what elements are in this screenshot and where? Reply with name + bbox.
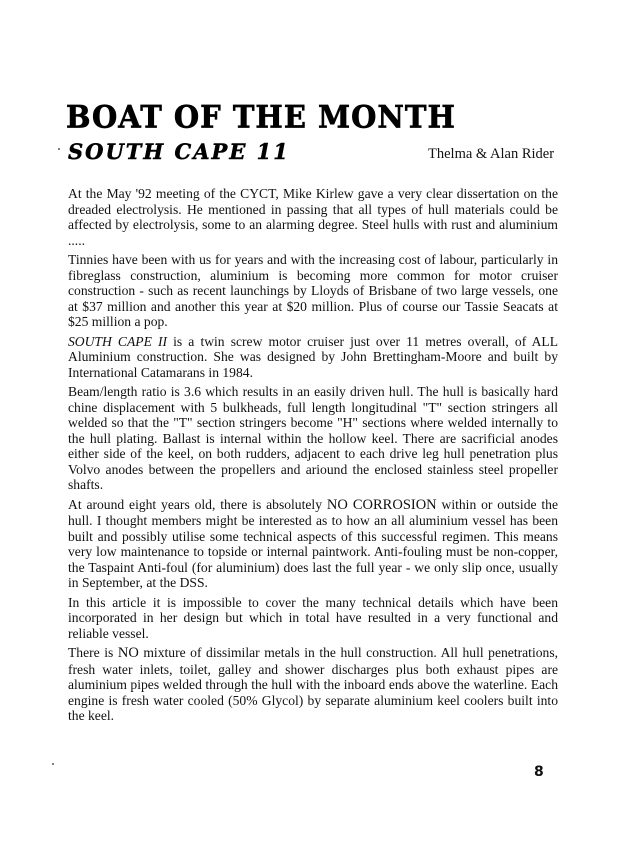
paragraph-1: At the May '92 meeting of the CYCT, Mike Kirlew gave a very clear dissertation on the dreaded electrolysis. He mentioned in passing that all types of hull materials could be affected by electrolysis, some to an alarming degree. Steel hulls with rust and aluminium ..... <box>68 186 558 248</box>
scan-speck <box>52 763 54 765</box>
boat-name-subtitle: SOUTH CAPE 11 <box>68 139 290 164</box>
author-byline: Thelma & Alan Rider <box>428 146 555 162</box>
article-body <box>68 186 558 728</box>
page-number: 8 <box>534 764 544 780</box>
paragraph-5: At around eight years old, there is absolutely NO CORROSION within or outside the hull. I thought members might be interested as to how an all aluminium vessel has been built and possibly utilise some technical aspects of this successful regimen. This means very low maintenance to topside or internal paintwork. Anti-fouling must be non-copper, the Taspaint Anti-foul (for aluminium) does last the full year - we only slip once, usually in September, at the DSS. <box>68 496 558 590</box>
paragraph-7: There is NO mixture of dissimilar metals in the hull construction. All hull penetrations, fresh water inlets, toilet, galley and shower discharges plus both exhaust pipes are aluminium pipes welded through the hull with the inboard ends above the waterline. Each engine is fresh water cooled (50% Glycol) by separate aluminium keel coolers built into the keel. <box>68 645 559 723</box>
emphasis-no: NO <box>117 645 139 661</box>
scan-speck <box>58 148 60 150</box>
paragraph-4: Beam/length ratio is 3.6 which results in an easily driven hull. The hull is basically hard chine displacement with 5 bulkheads, full length longitudinal "T" section stringers all welded so that the "T" section stringers become "H" sections where welded internally to the hull plating. Ballast is internal within the hollow keel. There are sacrificial anodes either side of the keel, on both rudders, adjacent to each drive leg hull penetration plus Volvo anodes between the propellers and ariound the enclosed stainless steel propeller shafts. <box>68 384 558 492</box>
paragraph-3: SOUTH CAPE II is a twin screw motor cruiser just over 11 metres overall, of ALL Aluminium construction. She was designed by John Brettingham-Moore and built by International Catamarans in 1984. <box>68 333 558 380</box>
paragraph-2: Tinnies have been with us for years and with the increasing cost of labour, particularly in fibreglass construction, aluminium is becoming more common for motor cruiser construction - such as recent launchings by Lloyds of Brisbane of two large vessels, one at $37 million and another this year at $20 million. Plus of course our Tassie Seacats at $25 million a pop. <box>68 252 558 329</box>
boat-name-inline: SOUTH CAPE II <box>68 333 168 349</box>
emphasis-no-corrosion: NO CORROSION <box>326 496 437 513</box>
page-title: BOAT OF THE MONTH <box>66 99 456 135</box>
paragraph-6: In this article it is impossible to cover the many technical details which have been incorporated in her design but which in total have resulted in a very functional and reliable vessel. <box>68 594 558 641</box>
